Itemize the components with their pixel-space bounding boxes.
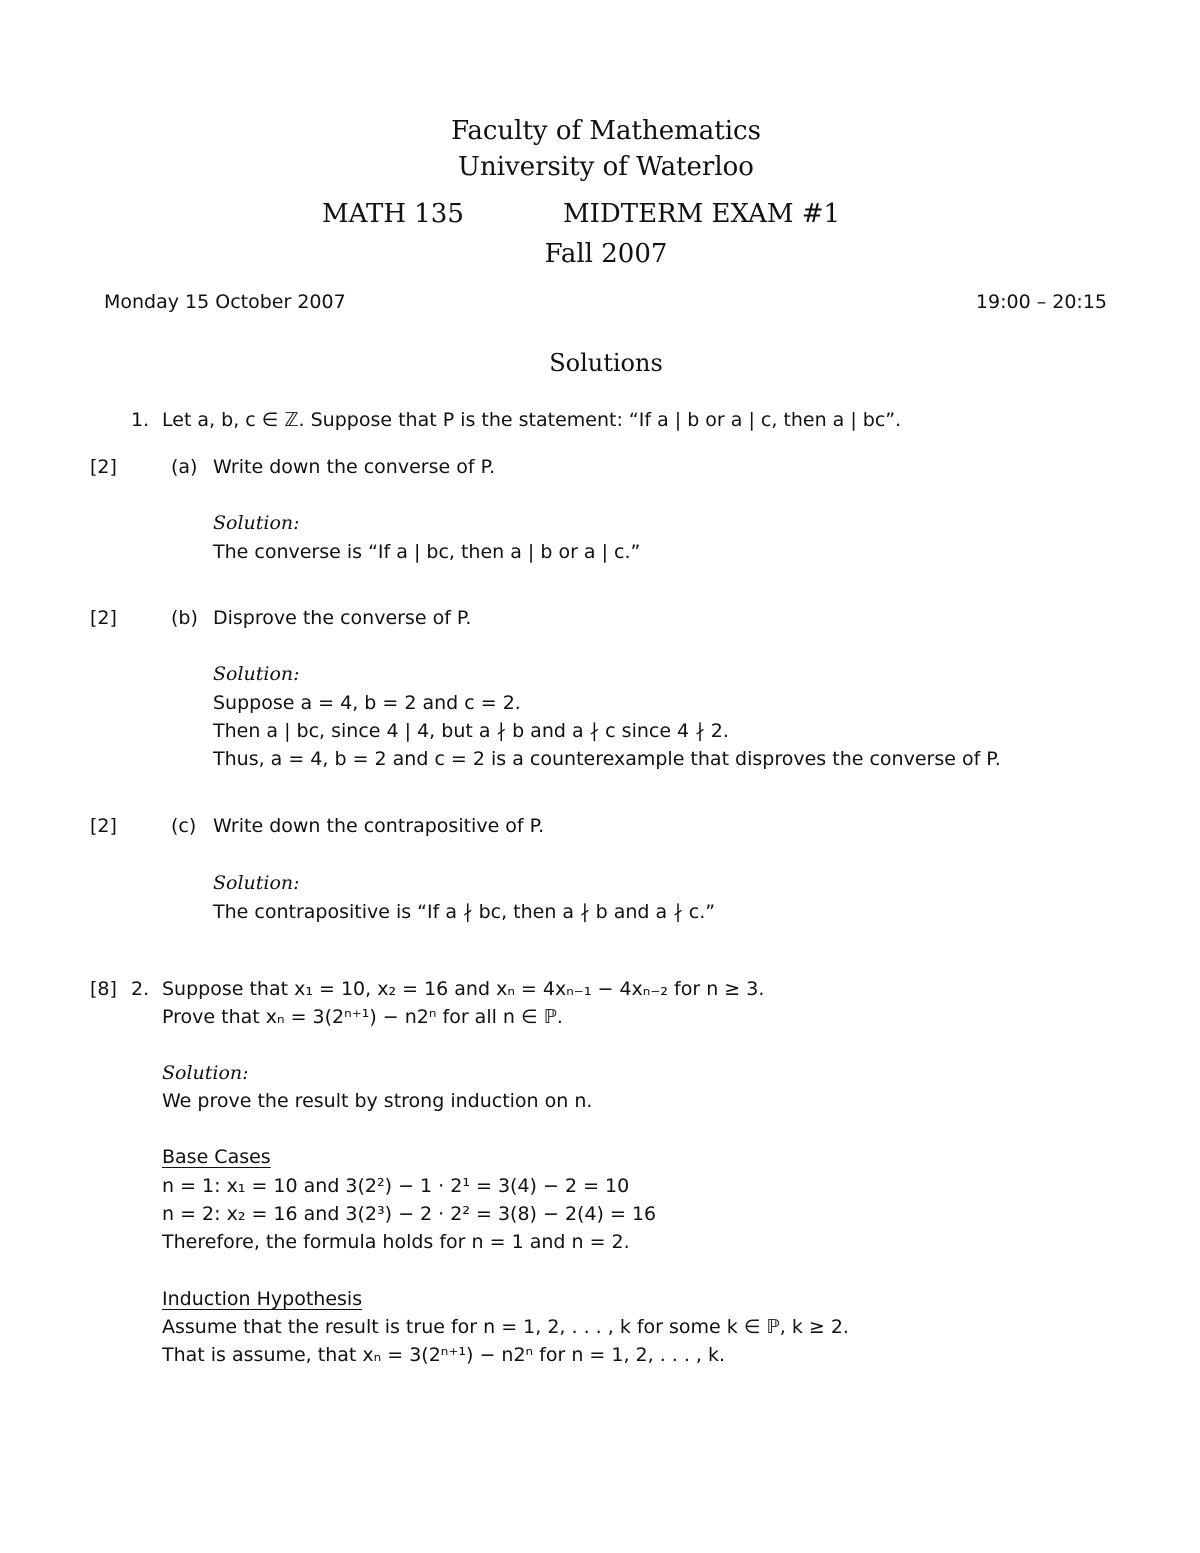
q1a-prompt: Write down the converse of P. bbox=[213, 456, 496, 478]
term: Fall 2007 bbox=[544, 239, 668, 269]
exam-date: Monday 15 October 2007 bbox=[104, 291, 346, 313]
q1c-solution-label: Solution: bbox=[213, 872, 300, 894]
q1b-prompt: Disprove the converse of P. bbox=[213, 607, 472, 629]
q1a-solution-line: The converse is “If a | bc, then a | b or a | c.” bbox=[213, 541, 641, 563]
q1c-solution-line: The contrapositive is “If a ∤ bc, then a ∤ b and a ∤ c.” bbox=[213, 901, 716, 923]
q2-statement: Prove that xₙ = 3(2ⁿ⁺¹) − n2ⁿ for all n ∈ ℙ. bbox=[162, 1006, 563, 1028]
hypothesis-line: Assume that the result is true for n = 1, 2, . . . , k for some k ∈ ℙ, k ≥ 2. bbox=[162, 1316, 849, 1338]
q1a-solution-label: Solution: bbox=[213, 512, 300, 534]
q1b-solution-line: Suppose a = 4, b = 2 and c = 2. bbox=[213, 692, 521, 714]
q1-statement: Let a, b, c ∈ ℤ. Suppose that P is the statement: “If a | b or a | c, then a | bc”. bbox=[162, 409, 902, 431]
base-case-line: n = 2: x₂ = 16 and 3(2³) − 2 · 2² = 3(8) − 2(4) = 16 bbox=[162, 1203, 657, 1225]
q1c-marks: [2] bbox=[90, 815, 117, 837]
exam-title: MIDTERM EXAM #1 bbox=[563, 199, 841, 229]
faculty-title: Faculty of Mathematics bbox=[451, 116, 761, 146]
q2-intro: We prove the result by strong induction on n. bbox=[162, 1090, 593, 1112]
induction-hypothesis-heading: Induction Hypothesis bbox=[162, 1288, 363, 1310]
base-case-line: Therefore, the formula holds for n = 1 and n = 2. bbox=[162, 1231, 630, 1253]
q1b-solution-line: Then a | bc, since 4 | 4, but a ∤ b and a ∤ c since 4 ∤ 2. bbox=[213, 720, 729, 742]
q2-marks: [8] bbox=[90, 978, 117, 1000]
q1c-label: (c) bbox=[171, 815, 197, 837]
exam-time: 19:00 – 20:15 bbox=[975, 291, 1107, 313]
course-code: MATH 135 bbox=[322, 199, 464, 229]
q2-statement: Suppose that x₁ = 10, x₂ = 16 and xₙ = 4xₙ₋₁ − 4xₙ₋₂ for n ≥ 3. bbox=[162, 978, 765, 1000]
base-cases-heading: Base Cases bbox=[162, 1146, 271, 1168]
solutions-heading: Solutions bbox=[549, 349, 663, 377]
q2-number: 2. bbox=[131, 978, 150, 1000]
q1b-solution-line: Thus, a = 4, b = 2 and c = 2 is a counterexample that disproves the converse of P. bbox=[213, 748, 1001, 770]
q1b-marks: [2] bbox=[90, 607, 117, 629]
q1b-solution-label: Solution: bbox=[213, 663, 300, 685]
q1c-prompt: Write down the contrapositive of P. bbox=[213, 815, 545, 837]
q1a-marks: [2] bbox=[90, 456, 117, 478]
q1-number: 1. bbox=[131, 409, 150, 431]
q1b-label: (b) bbox=[171, 607, 198, 629]
q1a-label: (a) bbox=[171, 456, 198, 478]
university-title: University of Waterloo bbox=[458, 152, 754, 182]
q2-solution-label: Solution: bbox=[162, 1062, 249, 1084]
base-case-line: n = 1: x₁ = 10 and 3(2²) − 1 · 2¹ = 3(4) − 2 = 10 bbox=[162, 1175, 630, 1197]
hypothesis-line: That is assume, that xₙ = 3(2ⁿ⁺¹) − n2ⁿ for n = 1, 2, . . . , k. bbox=[162, 1344, 726, 1366]
